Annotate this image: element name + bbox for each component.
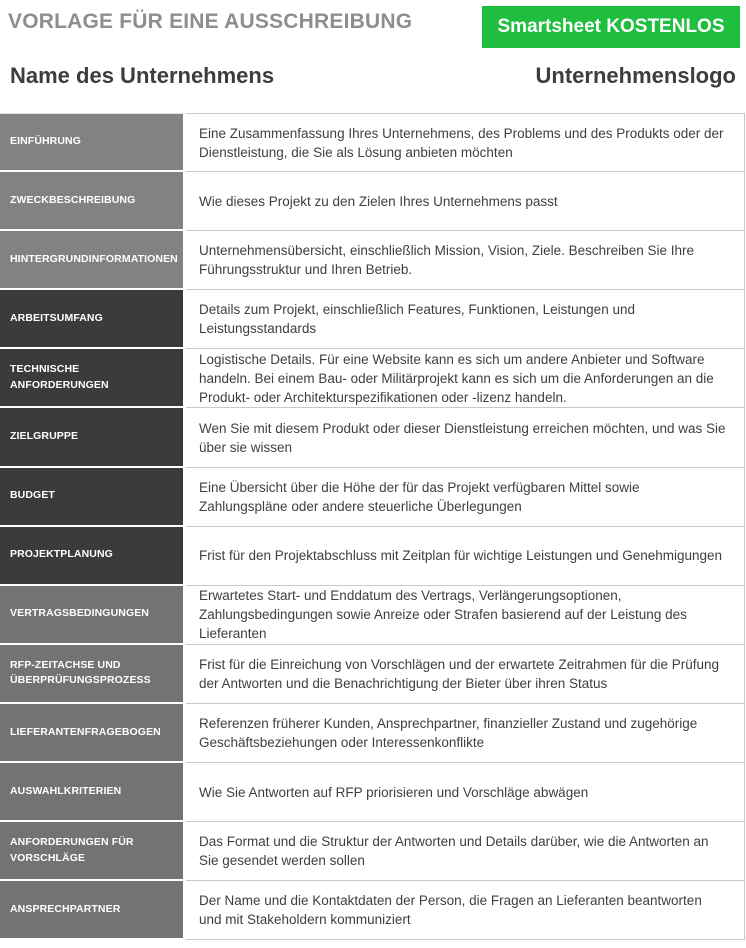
smartsheet-kostenlos-badge[interactable] [482, 6, 740, 48]
row-description-cell: Wie Sie Antworten auf RFP priorisieren und Vorschläge abwägen [186, 763, 745, 822]
rfp-table [0, 113, 745, 940]
row-description-cell: Der Name und die Kontaktdaten der Person, die Fragen an Lieferanten beantworten und mit Stakeholdern kommuniziert [186, 881, 745, 940]
row-section-label: ANFORDERUNGEN FÜR VORSCHLÄGE [0, 822, 186, 881]
row-description-cell: Referenzen früherer Kunden, Ansprechpartner, finanzieller Zustand und zugehörige Geschäftsbeziehungen oder Interessenkonflikte [186, 704, 745, 763]
row-description-cell: Erwartetes Start- und Enddatum des Vertrags, Verlängerungsoptionen, Zahlungsbedingungen sowie Anreize oder Strafen basierend auf der Leistung des Lieferanten [186, 586, 745, 645]
row-description-cell: Frist für die Einreichung von Vorschlägen und der erwartete Zeitrahmen für die Prüfung der Antworten und die Benachrichtigung der Bieter über ihren Status [186, 645, 745, 704]
row-section-label: ARBEITSUMFANG [0, 290, 186, 349]
row-description-cell: Logistische Details. Für eine Website kann es sich um andere Anbieter und Software handeln. Bei einem Bau- oder Militärprojekt kann es sich um die Anforderungen an die Produkt- oder Architekturspezifikationen oder -lizenz handeln. [186, 349, 745, 408]
row-section-label: LIEFERANTENFRAGEBOGEN [0, 704, 186, 763]
header [0, 0, 746, 89]
row-section-label: PROJEKTPLANUNG [0, 527, 186, 586]
row-description-cell: Details zum Projekt, einschließlich Features, Funktionen, Leistungen und Leistungsstandards [186, 290, 745, 349]
company-name-placeholder: Name des Unternehmens [10, 63, 275, 88]
row-section-label: ANSPRECHPARTNER [0, 881, 186, 940]
row-section-label: BUDGET [0, 468, 186, 527]
smartsheet-badge-label: Smartsheet KOSTENLOS [497, 16, 725, 37]
row-description-cell: Eine Zusammenfassung Ihres Unternehmens, des Problems und des Produkts oder der Dienstleistung, die Sie als Lösung anbieten möchten [186, 113, 745, 172]
company-logo-placeholder: Unternehmenslogo [535, 63, 736, 88]
row-section-label: RFP-ZEITACHSE UND ÜBERPRÜFUNGSPROZESS [0, 645, 186, 704]
row-description-cell: Wie dieses Projekt zu den Zielen Ihres Unternehmens passt [186, 172, 745, 231]
row-section-label: VERTRAGSBEDINGUNGEN [0, 586, 186, 645]
header-company-row [6, 63, 740, 89]
row-section-label: ZWECKBESCHREIBUNG [0, 172, 186, 231]
row-description-cell: Unternehmensübersicht, einschließlich Mission, Vision, Ziele. Beschreiben Sie Ihre Führungsstruktur und Ihren Betrieb. [186, 231, 745, 290]
row-section-label: HINTERGRUNDINFORMATIONEN [0, 231, 186, 290]
row-section-label: EINFÜHRUNG [0, 113, 186, 172]
row-description-cell: Frist für den Projektabschluss mit Zeitplan für wichtige Leistungen und Genehmigungen [186, 527, 745, 586]
row-description-cell: Wen Sie mit diesem Produkt oder dieser Dienstleistung erreichen möchten, und was Sie über sie wissen [186, 408, 745, 467]
row-description-cell: Eine Übersicht über die Höhe der für das Projekt verfügbaren Mittel sowie Zahlungspläne oder andere steuerliche Überlegungen [186, 468, 745, 527]
row-section-label: ZIELGRUPPE [0, 408, 186, 467]
row-description-cell: Das Format und die Struktur der Antworten und Details darüber, wie die Antworten an Sie gesendet werden sollen [186, 822, 745, 881]
page-title: VORLAGE FÜR EINE AUSSCHREIBUNG [8, 10, 413, 33]
header-top-row [6, 3, 740, 48]
row-section-label: AUSWAHLKRITERIEN [0, 763, 186, 822]
row-section-label: TECHNISCHE ANFORDERUNGEN [0, 349, 186, 408]
